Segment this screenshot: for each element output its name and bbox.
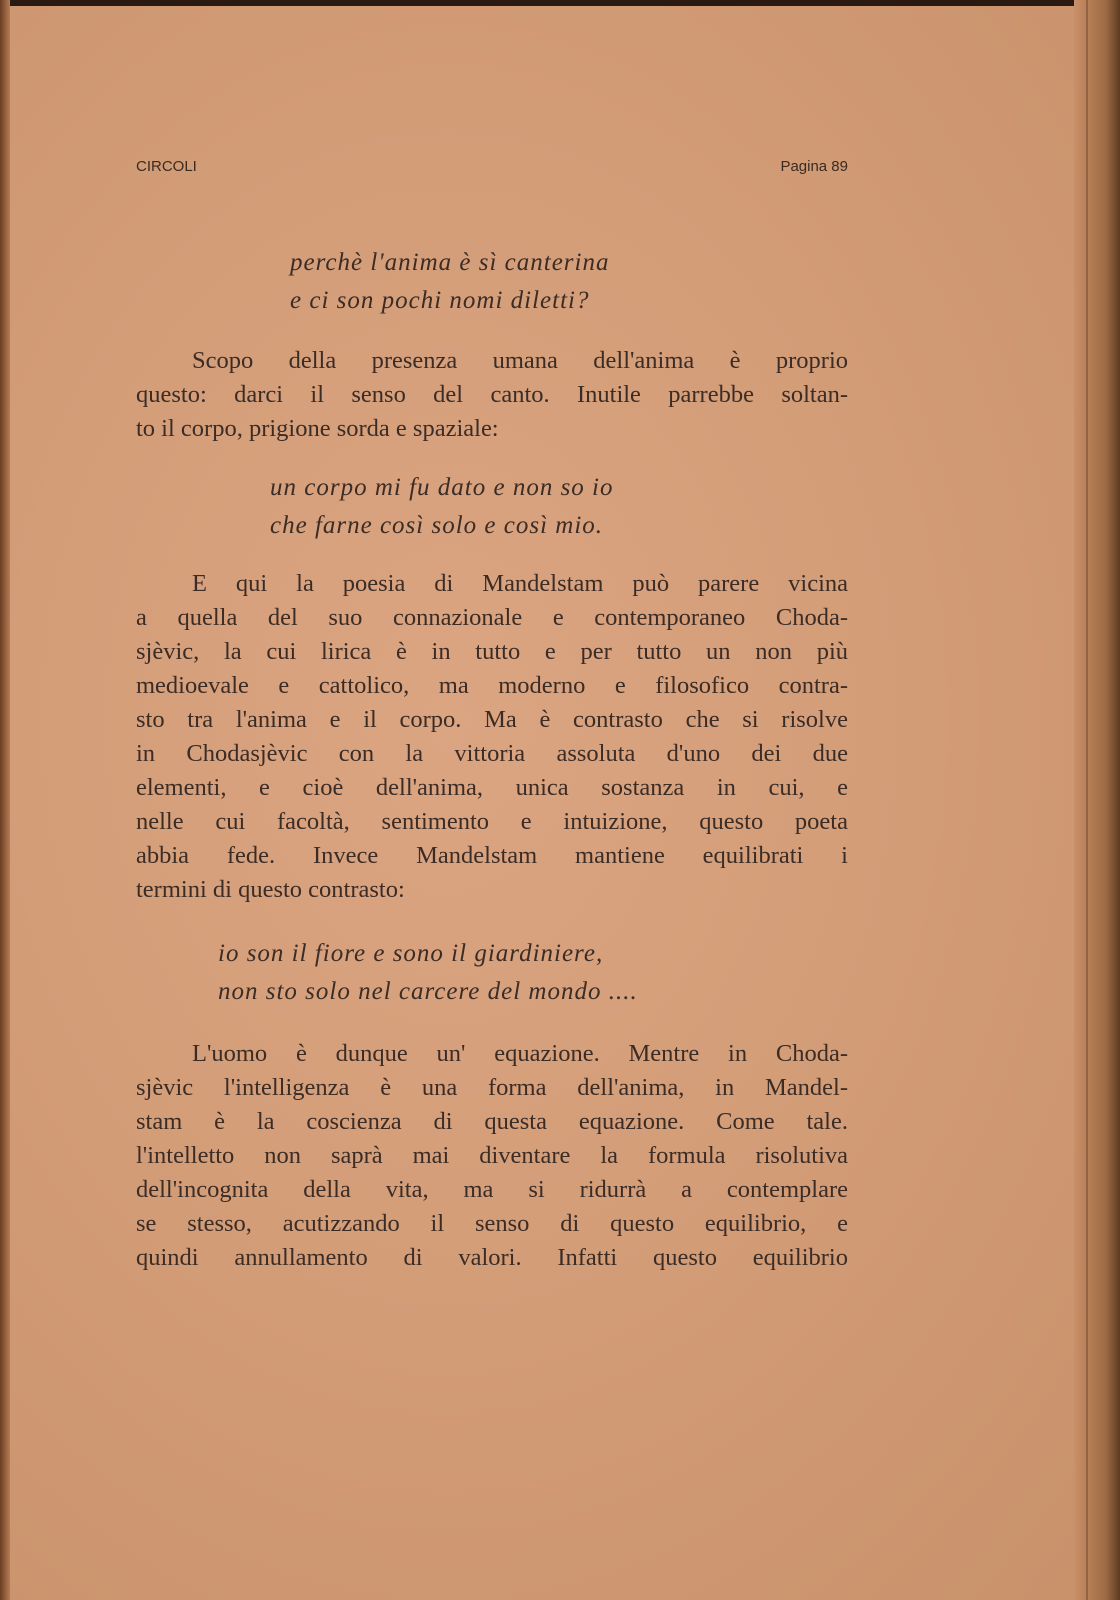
text-line: nelle cui facoltà, sentimento e intuizione, questo poeta <box>136 808 848 835</box>
verse-block-3 <box>218 935 638 1011</box>
text-line: in Chodasjèvic con la vittoria assoluta d'uno dei due <box>136 740 848 767</box>
verse-line: io son il fiore e sono il giardiniere, <box>218 940 604 967</box>
binding-line <box>1086 0 1088 1600</box>
text-line: sto tra l'anima e il corpo. Ma è contrasto che si risolve <box>136 706 848 733</box>
text-line: stam è la coscienza di questa equazione. Come tale. <box>136 1108 848 1135</box>
text-line: Scopo della presenza umana dell'anima è proprio <box>192 347 848 374</box>
text-line: to il corpo, prigione sorda e spaziale: <box>136 415 499 442</box>
text-line: termini di questo contrasto: <box>136 876 405 903</box>
text-line: dell'incognita della vita, ma si ridurrà a contemplare <box>136 1176 848 1203</box>
paragraph-2 <box>136 567 848 907</box>
text-line: a quella del suo connazionale e contemporaneo Choda- <box>136 604 848 631</box>
verse-line: un corpo mi fu dato e non so io <box>270 474 614 501</box>
page-number: Pagina 89 <box>780 158 848 175</box>
page-right-edge <box>1074 0 1120 1600</box>
text-line: elementi, e cioè dell'anima, unica sostanza in cui, e <box>136 774 848 801</box>
page-left-edge <box>0 0 10 1600</box>
text-line: medioevale e cattolico, ma moderno e filosofico contra- <box>136 672 848 699</box>
text-line: l'intelletto non saprà mai diventare la formula risolutiva <box>136 1142 848 1169</box>
text-line: sjèvic, la cui lirica è in tutto e per tutto un non più <box>136 638 848 665</box>
text-line: quindi annullamento di valori. Infatti questo equilibrio <box>136 1244 848 1271</box>
page-top-edge <box>0 0 1120 6</box>
verse-block-2 <box>270 469 614 545</box>
text-line: E qui la poesia di Mandelstam può parere vicina <box>192 570 848 597</box>
text-line: sjèvic l'intelligenza è una forma dell'anima, in Mandel- <box>136 1074 848 1101</box>
text-line: se stesso, acutizzando il senso di questo equilibrio, e <box>136 1210 848 1237</box>
paragraph-3 <box>136 1037 848 1275</box>
running-header <box>136 158 848 182</box>
text-line: abbia fede. Invece Mandelstam mantiene equilibrati i <box>136 842 848 869</box>
verse-block-1 <box>290 244 609 320</box>
verse-line: che farne così solo e così mio. <box>270 512 604 539</box>
paragraph-1 <box>136 344 848 446</box>
text-line: L'uomo è dunque un' equazione. Mentre in Choda- <box>192 1040 848 1067</box>
header-title: CIRCOLI <box>136 158 197 175</box>
verse-line: non sto solo nel carcere del mondo .... <box>218 978 638 1005</box>
verse-line: e ci son pochi nomi diletti? <box>290 287 590 314</box>
verse-line: perchè l'anima è sì canterina <box>290 249 610 276</box>
text-line: questo: darci il senso del canto. Inutile parrebbe soltan- <box>136 381 848 408</box>
